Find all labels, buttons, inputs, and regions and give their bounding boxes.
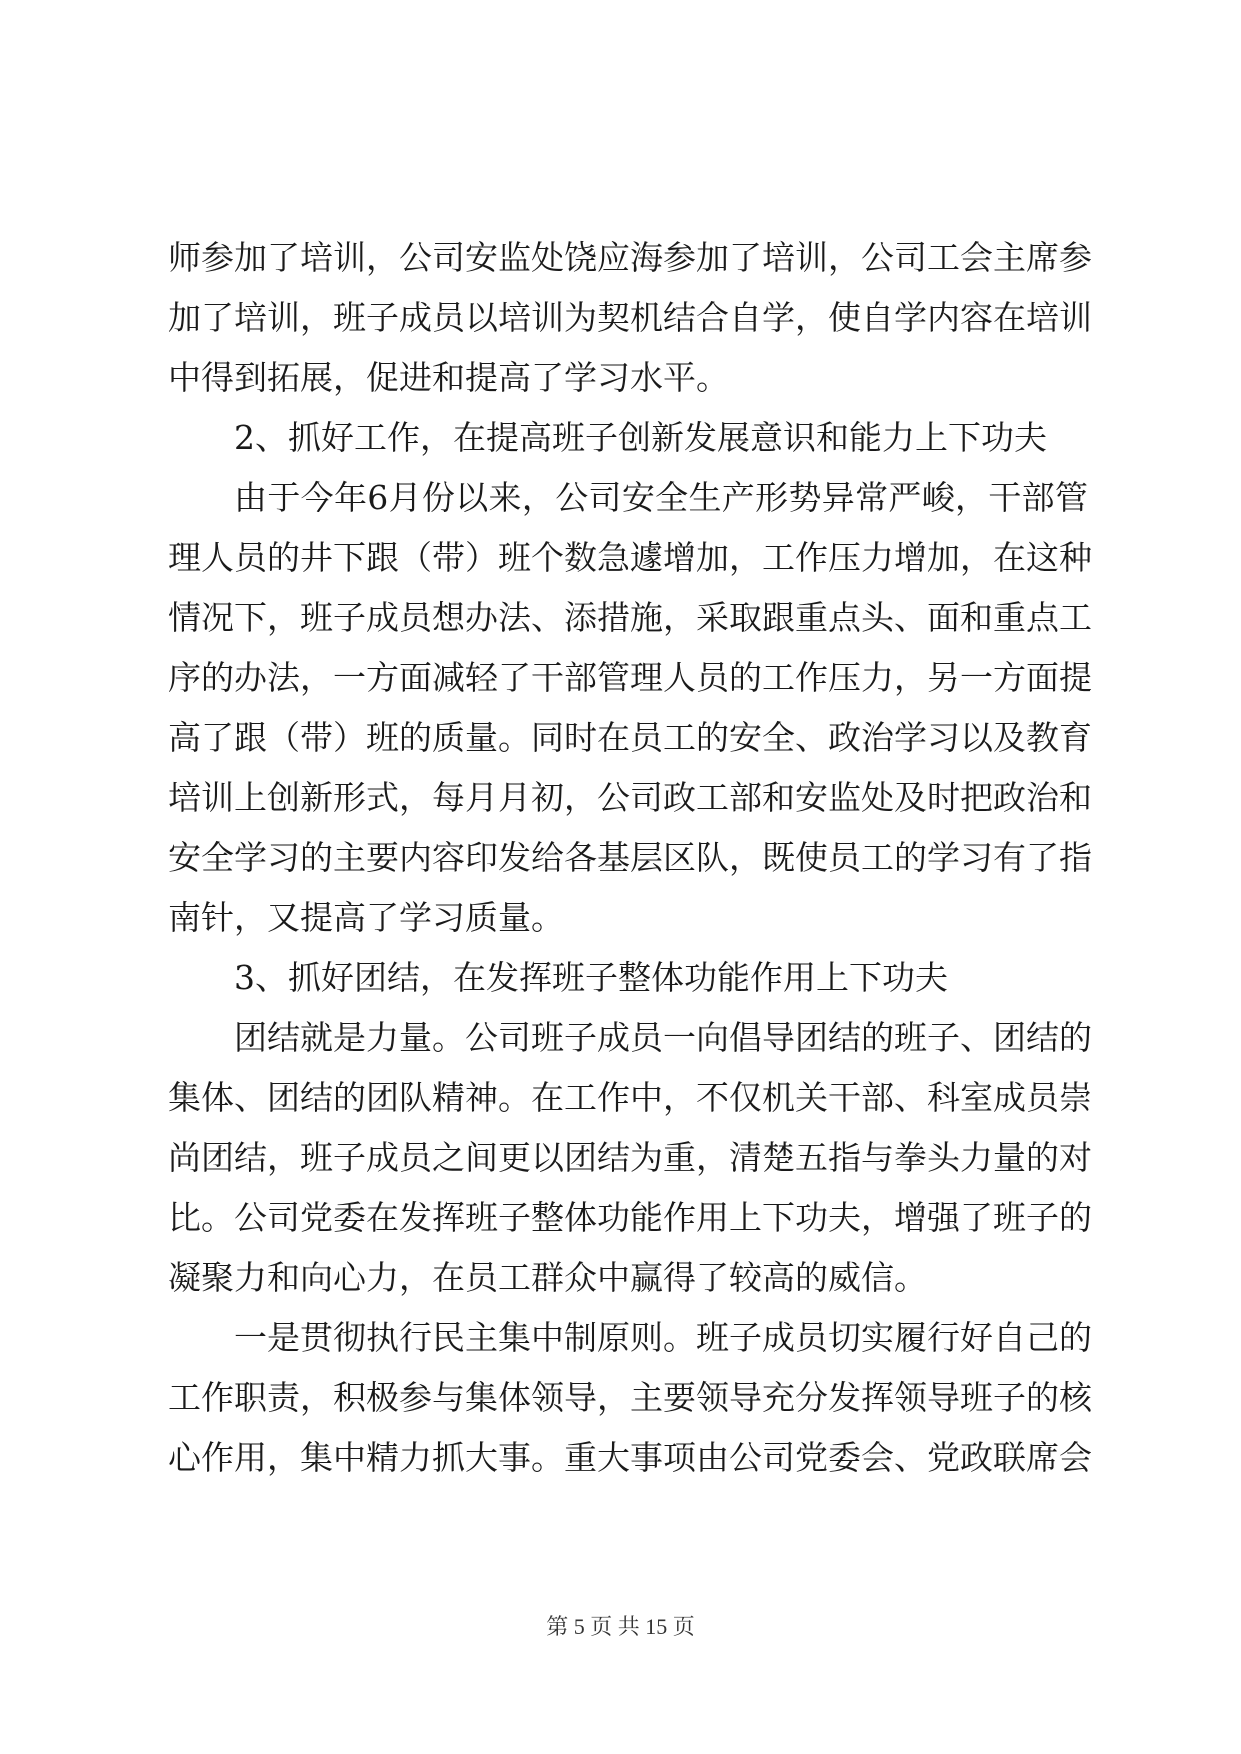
text-line: 团结就是力量。公司班子成员一向倡导团结的班子、团结的 (234, 1018, 1092, 1057)
text-line: 师参加了培训，公司安监处饶应海参加了培训，公司工会主席参 (168, 238, 1092, 277)
page-number-label: 第 5 页 共 15 页 (546, 1614, 695, 1639)
text-line: 序的办法，一方面减轻了干部管理人员的工作压力，另一方面提 (168, 658, 1092, 697)
text-line: 中得到拓展，促进和提高了学习水平。 (168, 358, 729, 397)
text-line: 加了培训，班子成员以培训为契机结合自学，使自学内容在培训 (168, 298, 1092, 337)
document-body (168, 228, 1092, 1488)
text-line: 安全学习的主要内容印发给各基层区队，既使员工的学习有了指 (168, 838, 1092, 877)
text-line: 培训上创新形式，每月月初，公司政工部和安监处及时把政治和 (168, 778, 1092, 817)
text-line: 集体、团结的团队精神。在工作中，不仅机关干部、科室成员崇 (168, 1078, 1092, 1117)
text-line: 比。公司党委在发挥班子整体功能作用上下功夫，增强了班子的 (168, 1198, 1092, 1237)
text-line: 南针，又提高了学习质量。 (168, 898, 564, 937)
text-line: 高了跟（带）班的质量。同时在员工的安全、政治学习以及教育 (168, 718, 1092, 757)
section-heading-2: 2、抓好工作，在提高班子创新发展意识和能力上下功夫 (234, 418, 1047, 457)
text-line: 心作用，集中精力抓大事。重大事项由公司党委会、党政联席会 (168, 1438, 1092, 1477)
text-line: 理人员的井下跟（带）班个数急遽增加，工作压力增加，在这种 (168, 538, 1092, 577)
text-line: 凝聚力和向心力，在员工群众中赢得了较高的威信。 (168, 1258, 927, 1297)
section-heading-3: 3、抓好团结，在发挥班子整体功能作用上下功夫 (234, 958, 948, 997)
text-line: 尚团结，班子成员之间更以团结为重，清楚五指与拳头力量的对 (168, 1138, 1092, 1177)
text-line: 由于今年6月份以来，公司安全生产形势异常严峻，干部管 (234, 478, 1088, 517)
page-footer (0, 1610, 1241, 1641)
text-line: 工作职责，积极参与集体领导，主要领导充分发挥领导班子的核 (168, 1378, 1092, 1417)
text-line: 一是贯彻执行民主集中制原则。班子成员切实履行好自己的 (234, 1318, 1092, 1357)
text-line: 情况下，班子成员想办法、添措施，采取跟重点头、面和重点工 (168, 598, 1092, 637)
